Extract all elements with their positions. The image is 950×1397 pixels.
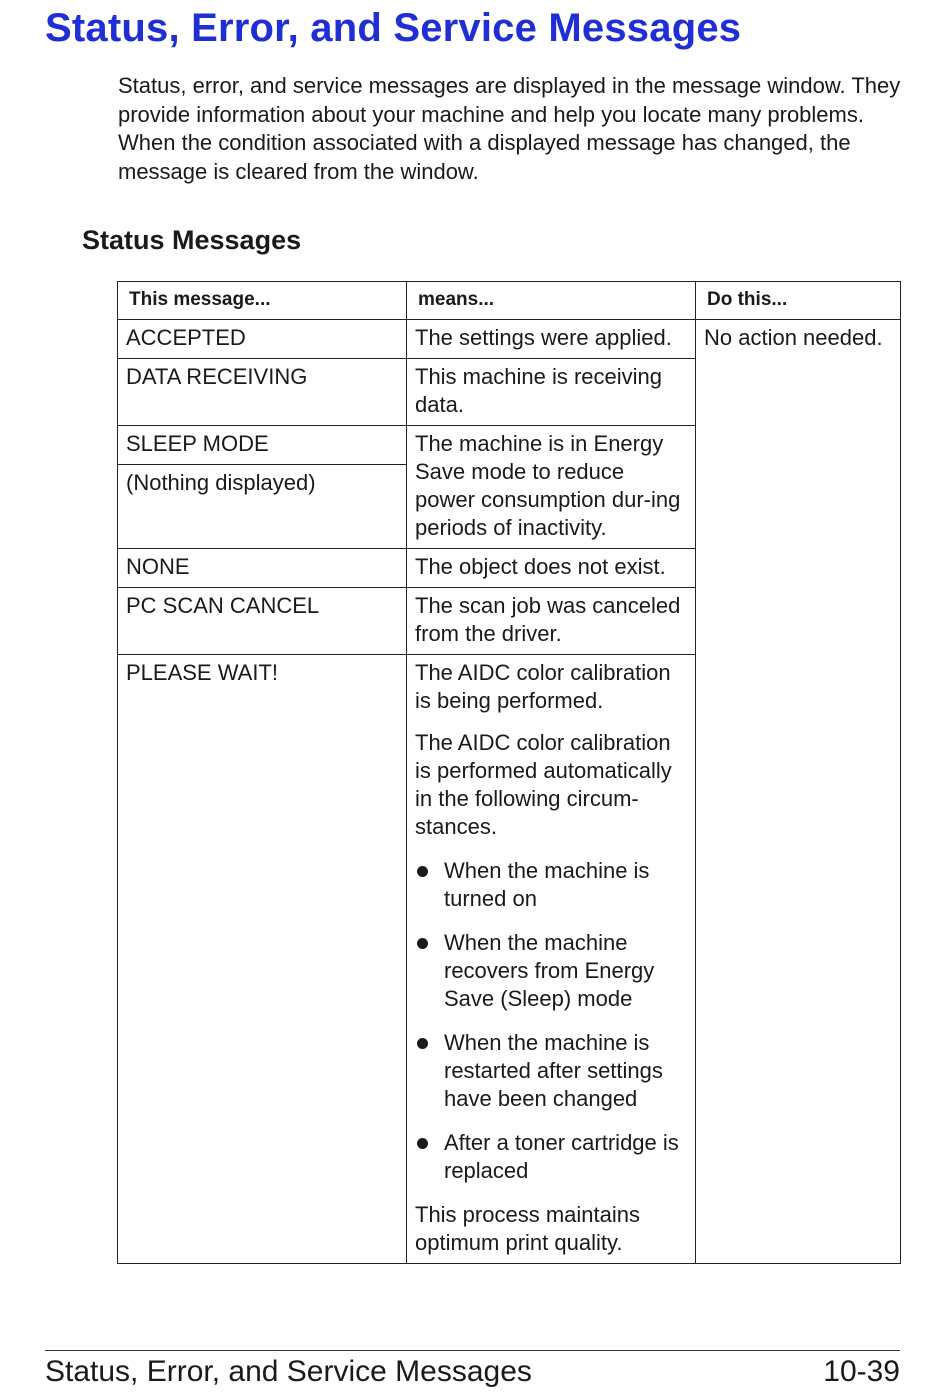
means-please-wait-p3: This process maintains optimum print quality. (415, 1202, 640, 1255)
footer-divider (45, 1350, 900, 1351)
header-do-this: Do this... (696, 282, 901, 320)
footer-section-title: Status, Error, and Service Messages (45, 1355, 532, 1388)
list-item: When the machine is restarted after settings have been changed (415, 1029, 687, 1113)
bullet-icon (417, 1038, 428, 1049)
means-sleep-mode: The machine is in Energy Save mode to reduce power consumption dur-ing periods of inactivity. (407, 426, 696, 549)
message-none: NONE (118, 549, 407, 588)
means-please-wait-p1: The AIDC color calibration is being performed. (415, 660, 671, 713)
list-item: After a toner cartridge is replaced (415, 1129, 687, 1185)
means-pc-scan-cancel: The scan job was canceled from the driver. (407, 588, 696, 655)
means-none: The object does not exist. (407, 549, 696, 588)
intro-paragraph: Status, error, and service messages are displayed in the message window. They provide information about your machine and help you locate many problems. When the condition associated with a displayed message has changed, the message is cleared from the window. (118, 73, 901, 184)
message-sleep-mode: SLEEP MODE (118, 426, 407, 465)
section-title: Status Messages (82, 225, 302, 255)
header-means: means... (407, 282, 696, 320)
bullet-icon (417, 866, 428, 877)
means-accepted: The settings were applied. (407, 320, 696, 359)
circumstances-list (415, 857, 687, 1185)
list-item: When the machine recovers from Energy Save (Sleep) mode (415, 929, 687, 1013)
table-header-row (118, 282, 901, 320)
status-messages-table (117, 281, 901, 1264)
message-pc-scan-cancel: PC SCAN CANCEL (118, 588, 407, 655)
message-please-wait: PLEASE WAIT! (118, 655, 407, 1264)
list-item: When the machine is turned on (415, 857, 687, 913)
message-data-receiving: DATA RECEIVING (118, 359, 407, 426)
bullet-icon (417, 1138, 428, 1149)
bullet-icon (417, 938, 428, 949)
action-cell: No action needed. (696, 320, 901, 1264)
table-row (118, 320, 901, 359)
means-data-receiving: This machine is receiving data. (407, 359, 696, 426)
means-please-wait-p2: The AIDC color calibration is performed automatically in the following circum-stances. (415, 730, 672, 839)
message-nothing-displayed: (Nothing displayed) (118, 465, 407, 549)
means-please-wait (407, 655, 696, 1264)
page-title: Status, Error, and Service Messages (45, 6, 742, 50)
message-accepted: ACCEPTED (118, 320, 407, 359)
header-message: This message... (118, 282, 407, 320)
page-number: 10-39 (823, 1355, 900, 1388)
